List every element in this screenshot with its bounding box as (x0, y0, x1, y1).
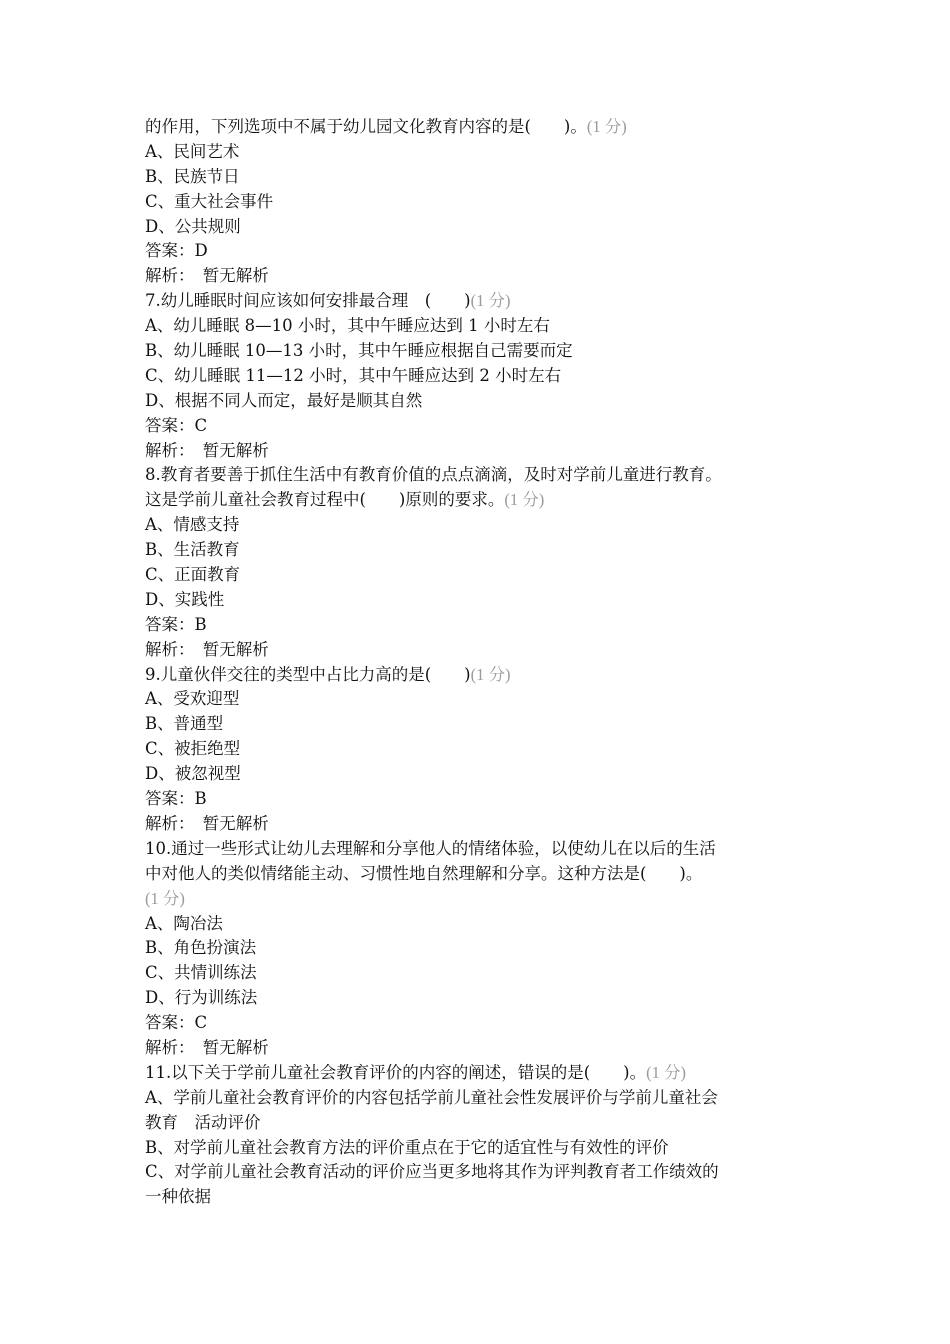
question-stem-line: 7.幼儿睡眠时间应该如何安排最合理 ( )(1 分) (145, 291, 511, 311)
option-b: B、对学前儿童社会教育方法的评价重点在于它的适宜性与有效性的评价 (145, 1137, 669, 1157)
option-b: B、生活教育 (145, 540, 240, 560)
option-d: D、公共规则 (145, 216, 241, 236)
question-stem-line: 中对他人的类似情绪能主动、习惯性地自然理解和分享。这种方法是( )。 (145, 863, 703, 883)
option-a: A、陶冶法 (145, 913, 223, 933)
option-c-continued: 一种依据 (145, 1187, 211, 1207)
option-c: C、对学前儿童社会教育活动的评价应当更多地将其作为评判教育者工作绩效的 (145, 1162, 719, 1182)
option-a: A、民间艺术 (145, 141, 240, 161)
score-label: (1 分) (145, 888, 185, 908)
option-d: D、实践性 (145, 589, 225, 609)
question-stem-line: 11.以下关于学前儿童社会教育评价的内容的阐述，错误的是( )。(1 分) (145, 1062, 686, 1082)
question-block (145, 115, 815, 289)
score-label: (1 分) (646, 1062, 686, 1082)
option-b: B、普通型 (145, 714, 224, 734)
option-a: A、受欢迎型 (145, 689, 240, 709)
question-stem-line: 10.通过一些形式让幼儿去理解和分享他人的情绪体验，以使幼儿在以后的生活 (145, 838, 716, 858)
question-block (145, 463, 815, 662)
question-stem-line (145, 887, 815, 912)
option-d: D、被忽视型 (145, 764, 241, 784)
option-a: A、情感支持 (145, 515, 240, 535)
option-c: C、正面教育 (145, 565, 241, 585)
answer-line: 答案：C (145, 415, 208, 435)
question-block (145, 837, 815, 1061)
option-c: C、共情训练法 (145, 963, 257, 983)
analysis-line: 解析： 暂无解析 (145, 813, 269, 833)
question-block (145, 1061, 815, 1210)
option-b: B、幼儿睡眠 10—13 小时，其中午睡应根据自己需要而定 (145, 341, 573, 361)
option-c: C、幼儿睡眠 11—12 小时，其中午睡应达到 2 小时左右 (145, 365, 562, 385)
option-c: C、重大社会事件 (145, 191, 274, 211)
option-d: D、根据不同人而定，最好是顺其自然 (145, 390, 423, 410)
question-block (145, 289, 815, 463)
score-label: (1 分) (470, 664, 511, 684)
question-stem-line: 9.儿童伙伴交往的类型中占比力高的是( )(1 分) (145, 664, 511, 684)
document-page (145, 115, 815, 1210)
score-label: (1 分) (504, 490, 545, 510)
answer-line: 答案：D (145, 241, 208, 261)
answer-line: 答案：B (145, 789, 207, 809)
analysis-line: 解析： 暂无解析 (145, 266, 269, 286)
question-stem-line: 的作用，下列选项中不属于幼儿园文化教育内容的是( )。(1 分) (145, 117, 627, 136)
question-stem-line: 8.教育者要善于抓住生活中有教育价值的点点滴滴，及时对学前儿童进行教育。 (145, 465, 722, 485)
analysis-line: 解析： 暂无解析 (145, 639, 269, 659)
option-d: D、行为训练法 (145, 988, 258, 1008)
analysis-line: 解析： 暂无解析 (145, 440, 269, 460)
option-a-continued: 教育 活动评价 (145, 1112, 261, 1132)
answer-line: 答案：B (145, 614, 207, 634)
option-b: B、民族节日 (145, 166, 240, 186)
option-a: A、学前儿童社会教育评价的内容包括学前儿童社会性发展评价与学前儿童社会 (145, 1087, 718, 1107)
option-b: B、角色扮演法 (145, 938, 257, 958)
option-c: C、被拒绝型 (145, 739, 241, 759)
analysis-line: 解析： 暂无解析 (145, 1037, 269, 1057)
score-label: (1 分) (586, 117, 627, 136)
question-stem-line: 这是学前儿童社会教育过程中( )原则的要求。(1 分) (145, 490, 545, 510)
answer-line: 答案：C (145, 1013, 208, 1033)
question-block (145, 663, 815, 837)
score-label: (1 分) (470, 291, 511, 311)
option-a: A、幼儿睡眠 8—10 小时，其中午睡应达到 1 小时左右 (145, 316, 550, 336)
